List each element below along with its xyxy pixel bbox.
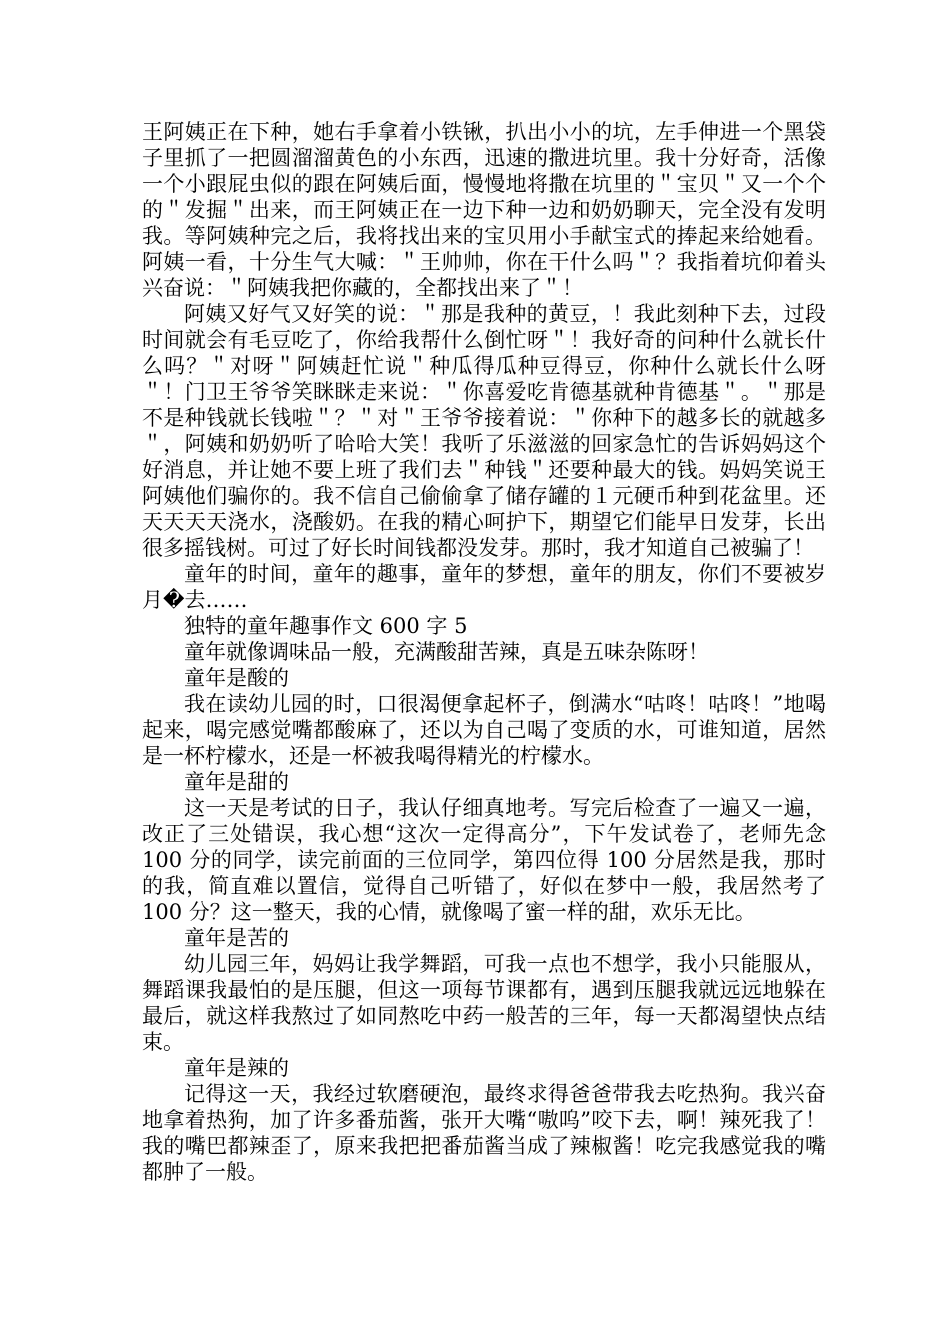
paragraph-sour: 我在读幼儿园的时，口很渴便拿起杯子，倒满水“咕咚！咕咚！”地喝起来，喝完感觉嘴都酸麻了，还以为自己喝了变质的水，可谁知道，居然是一杯柠檬水，还是一杯被我喝得精光的柠檬水。: [142, 692, 826, 768]
section-heading-bitter: 童年是苦的: [184, 926, 289, 950]
paragraph-garden-story: 王阿姨正在下种，她右手拿着小铁锹，扒出小小的坑，左手伸进一个黑袋子里抓了一把圆溜溜黄色的小东西，迅速的撒进坑里。我十分好奇，活像一个小跟屁虫似的跟在阿姨后面，慢慢地将撒在坑里的＂宝贝＂又一个个的＂发掘＂出来，而王阿姨正在一边下种一边和奶奶聊天，完全没有发明我。等阿姨种完之后，我将找出来的宝贝用小手献宝式的捧起来给她看。阿姨一看，十分生气大喊：＂王帅帅，你在干什么吗＂？我指着坑仰着头兴奋说：＂阿姨我把你藏的，全都找出来了＂！: [142, 120, 826, 300]
document-body: [142, 119, 826, 1185]
essay-title: 独特的童年趣事作文 600 字 5: [184, 614, 468, 638]
paragraph-intro: 童年就像调味品一般，充满酸甜苦辣，真是五味杂陈呀！: [184, 640, 709, 664]
paragraph-spicy: 记得这一天，我经过软磨硬泡，最终求得爸爸带我去吃热狗。我兴奋地拿着热狗，加了许多番茄酱，张开大嘴“嗷呜”咬下去，啊！辣死我了！我的嘴巴都辣歪了，原来我把把番茄酱当成了辣椒酱！吃完我感觉我的嘴都肿了一般。: [142, 1082, 826, 1184]
paragraph-sweet: 这一天是考试的日子，我认仔细真地考。写完后检查了一遍又一遍，改正了三处错误，我心想“这次一定得高分”，下午发试卷了，老师先念 100 分的同学，读完前面的三位同学，第四位得 100 分居然是我，那时的我，简直难以置信，觉得自己听错了，好似在梦中一般，我居然考了 100 分？这一整天，我的心情，就像喝了蜜一样的甜，欢乐无比。: [142, 796, 826, 924]
section-heading-spicy: 童年是辣的: [184, 1056, 289, 1080]
paragraph-planting-money: 阿姨又好气又好笑的说：＂那是我种的黄豆，！我此刻种下去，过段时间就会有毛豆吃了，你给我帮什么倒忙呀＂！我好奇的问种什么就长什么吗？＂对呀＂阿姨赶忙说＂种瓜得瓜种豆得豆，你种什么就长什么呀＂！门卫王爷爷笑眯眯走来说：＂你喜爱吃肯德基就种肯德基＂。＂那是不是种钱就长钱啦＂？＂对＂王爷爷接着说：＂你种下的越多长的就越多＂，阿姨和奶奶听了哈哈大笑！我听了乐滋滋的回家急忙的告诉妈妈这个好消息，并让她不要上班了我们去＂种钱＂还要种最大的钱。妈妈笑说王阿姨他们骗你的。我不信自己偷偷拿了储存罐的１元硬币种到花盆里。还天天天天浇水，浇酸奶。在我的精心呵护下，期望它们能早日发芽，长出很多摇钱树。可过了好长时间钱都没发芽。那时，我才知道自己被骗了！: [142, 302, 826, 560]
paragraph-bitter: 幼儿园三年，妈妈让我学舞蹈，可我一点也不想学，我小只能服从，舞蹈课我最怕的是压腿，但这一项每节课都有，遇到压腿我就远远地躲在最后，就这样我熬过了如同熬吃中药一般苦的三年，每一天都渴望快点结束。: [142, 952, 826, 1054]
section-heading-sweet: 童年是甜的: [184, 770, 289, 794]
section-heading-sour: 童年是酸的: [184, 666, 289, 690]
paragraph-childhood-closing: 童年的时间，童年的趣事，童年的梦想，童年的朋友，你们不要被岁月�去……: [142, 562, 826, 612]
